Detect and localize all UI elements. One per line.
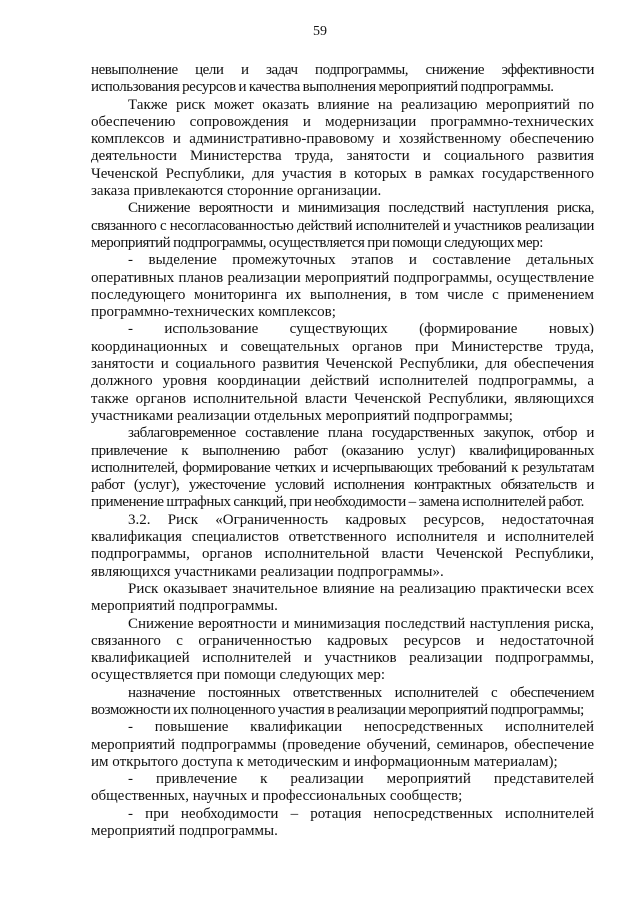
paragraph-measure-involve: - привлечение к реализации мероприятий представителей общественных, научных и профессиональных сообществ; xyxy=(91,771,594,805)
paragraph-risk-mitigation-2: Снижение вероятности и минимизация последствий наступления риска, связанного с ограниченностью кадровых ресурсов и недостаточной квалификацией исполнителей и участников реализации подпрограммы, осуществляется при помощи следующих мер: xyxy=(91,615,594,684)
paragraph-measure-coordination: - использование существующих (формирование новых) координационных и совещательных органов при Министерстве труда, занятости и социального развития Чеченской Республики, для обеспечения должного уровня координации действий исполнителей подпрограммы, а также органов исполнительной власти Чеченской Республики, являющихся участниками реализации отдельных мероприятий подпрограммы; xyxy=(91,321,594,424)
paragraph-risk-influence: Также риск может оказать влияние на реализацию мероприятий по обеспечению сопровождения и модернизации программно-технических комплексов и административно-правовому и хозяйственному обеспечению деятельности Министерства труда, занятости и социального развития Чеченской Республики, для участия в которых в рамках государственного заказа привлекаются сторонние организации. xyxy=(91,96,594,200)
page-number: 59 xyxy=(313,24,327,39)
paragraph-measure-rotation: - при необходимости – ротация непосредственных исполнителей мероприятий подпрограммы. xyxy=(91,805,594,840)
paragraph-measure-stages: - выделение промежуточных этапов и составление детальных оперативных планов реализации мероприятий подпрограммы, осуществление последующего мониторинга их выполнения, в том числе с применением программно-технических комплексов; xyxy=(91,252,594,321)
paragraph-intro: невыполнение цели и задач подпрограммы, снижение эффективности использования ресурсов и качества выполнения мероприятий подпрограммы. xyxy=(91,62,594,96)
paragraph-risk-3-2: 3.2. Риск «Ограниченность кадровых ресурсов, недостаточная квалификация специалистов ответственного исполнителя и исполнителей подпрограммы, органов исполнительной власти Чеченской Республики, являющихся участниками реализации подпрограммы». xyxy=(91,511,594,580)
document-body xyxy=(91,62,594,840)
paragraph-risk-impact: Риск оказывает значительное влияние на реализацию практически всех мероприятий подпрограммы. xyxy=(91,580,594,615)
paragraph-risk-mitigation-1: Снижение вероятности и минимизация последствий наступления риска, связанного с несогласованностью действий исполнителей и участников реализации мероприятий подпрограммы, осуществляется при помощи следующих мер: xyxy=(91,200,594,251)
paragraph-measure-training: - повышение квалификации непосредственных исполнителей мероприятий подпрограммы (проведение обучений, семинаров, обеспечение им открытого доступа к методическим и информационным материалам); xyxy=(91,719,594,770)
paragraph-measure-procurement: заблаговременное составление плана государственных закупок, отбор и привлечение к выполнению работ (оказанию услуг) квалифицированных исполнителей, формирование четких и исчерпывающих требований к результатам работ (услуг), ужесточение условий исполнения контрактных обязательств и применение штрафных санкций, при необходимости – замена исполнителей работ. xyxy=(91,425,594,511)
paragraph-measure-assign: назначение постоянных ответственных исполнителей с обеспечением возможности их полноценного участия в реализации мероприятий подпрограммы; xyxy=(91,684,594,718)
